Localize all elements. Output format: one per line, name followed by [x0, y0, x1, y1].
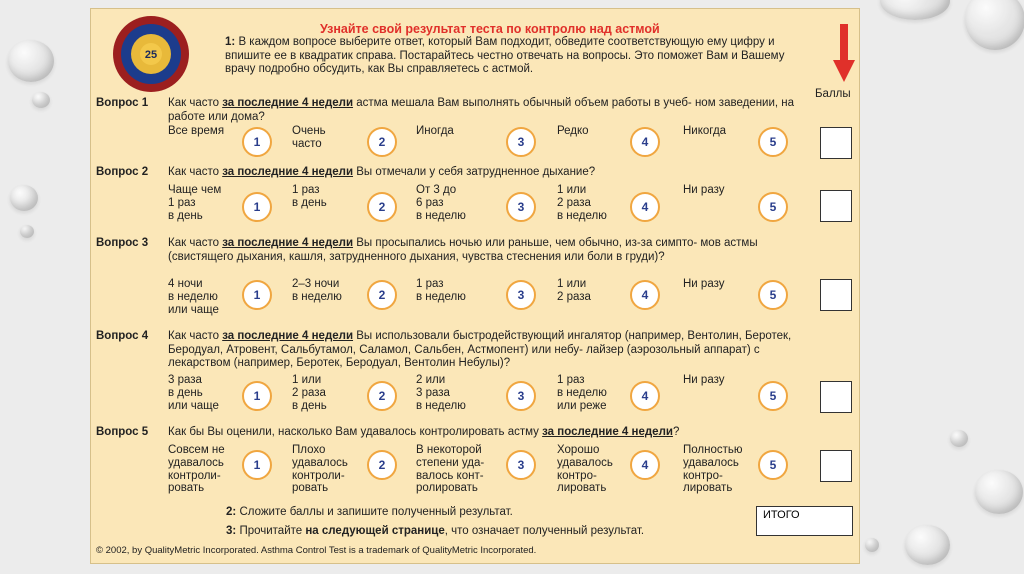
answer-score-circle[interactable]: 1 [242, 280, 272, 310]
answer-score-circle[interactable]: 4 [630, 280, 660, 310]
step2-number: 2: [226, 506, 237, 518]
background-droplet [905, 525, 950, 565]
answer-score-circle[interactable]: 4 [630, 192, 660, 222]
question-text-pre: Как часто [168, 237, 223, 249]
step2-text: Сложите баллы и запишите полученный результат. [239, 506, 513, 518]
answer-score-circle[interactable]: 2 [367, 381, 397, 411]
question-label: Вопрос 2 [96, 166, 149, 178]
answer-option-text: Никогда [683, 125, 727, 137]
answer-score-circle[interactable]: 3 [506, 192, 536, 222]
background-droplet [8, 40, 54, 82]
scores-column-label: Баллы [815, 88, 851, 100]
answer-option-text: 1 или 2 раза в неделю [557, 184, 607, 222]
answer-option-text: 1 или 2 раза [557, 278, 591, 303]
score-input-box[interactable] [820, 279, 852, 311]
question-text-underlined: за последние 4 недели [222, 237, 354, 249]
target-logo [112, 15, 190, 93]
step3-instructions [226, 525, 644, 537]
step1-instructions [225, 36, 815, 77]
answer-score-circle[interactable]: 5 [758, 381, 788, 411]
total-score-box[interactable] [756, 506, 853, 536]
question-text-underlined: за последние 4 недели [222, 330, 354, 342]
answer-score-circle[interactable]: 5 [758, 450, 788, 480]
question-text-underlined: за последние 4 недели [542, 426, 673, 438]
answer-score-circle[interactable]: 3 [506, 381, 536, 411]
answer-option-text: 1 или 2 раза в день [292, 374, 327, 412]
step3-text-bold: на следующей странице [305, 525, 445, 537]
background-droplet [965, 0, 1024, 50]
answer-option-text: Иногда [416, 125, 454, 137]
question-text-pre: Как часто [168, 330, 223, 342]
question-text-post: астма мешала Вам выполнять обычный объем работы в учеб- ном заведении, на работе или дома? [168, 97, 795, 123]
answer-score-circle[interactable]: 2 [367, 127, 397, 157]
question-text-post: Вы просыпались ночью или раньше, чем обычно, из-за симпто- мов астмы (свистящего дыхания, кашля, затрудненного дыхания, чувства стеснения или боли в груди)? [168, 237, 758, 263]
background-droplet [880, 0, 950, 20]
answer-option-text: Полностью удавалось контро- лировать [683, 444, 743, 495]
background-droplet [32, 92, 50, 108]
question-label: Вопрос 4 [96, 330, 149, 342]
background-droplet [10, 185, 38, 211]
step3-text-pre: Прочитайте [239, 525, 306, 537]
answer-option-text: 4 ночи в неделю или чаще [168, 278, 219, 316]
question-label: Вопрос 1 [96, 97, 149, 109]
answer-score-circle[interactable]: 3 [506, 280, 536, 310]
answer-score-circle[interactable]: 5 [758, 127, 788, 157]
answer-score-circle[interactable]: 1 [242, 127, 272, 157]
answer-score-circle[interactable]: 3 [506, 450, 536, 480]
answer-option-text: Плохо удавалось контроли- ровать [292, 444, 348, 495]
answer-score-circle[interactable]: 2 [367, 280, 397, 310]
answer-score-circle[interactable]: 3 [506, 127, 536, 157]
score-input-box[interactable] [820, 381, 852, 413]
question-text [168, 330, 800, 371]
answer-option-text: 1 раз в неделю или реже [557, 374, 607, 412]
question-text-pre: Как бы Вы оценили, насколько Вам удавалось контролировать астму [168, 426, 543, 438]
arrow-down-icon [833, 24, 855, 84]
answer-score-circle[interactable]: 1 [242, 450, 272, 480]
answer-option-text: Ни разу [683, 374, 725, 386]
question-text-underlined: за последние 4 недели [222, 97, 354, 109]
answer-option-text: В некоторой степени уда- валось конт- ролировать [416, 444, 485, 495]
step2-instructions [226, 506, 513, 518]
answer-score-circle[interactable]: 5 [758, 192, 788, 222]
question-text [168, 237, 800, 264]
score-input-box[interactable] [820, 190, 852, 222]
copyright: © 2002, by QualityMetric Incorporated. Asthma Control Test is a trademark of QualityMetric Incorporated. [96, 545, 537, 556]
background-droplet [950, 430, 968, 447]
answer-option-text: От 3 до 6 раз в неделю [416, 184, 466, 222]
question-text-underlined: за последние 4 недели [222, 166, 354, 178]
step1-text: В каждом вопросе выберите ответ, который Вам подходит, обведите соответствующую ему цифру и впишите ее в квадратик справа. Постарайтесь честно отвечать на вопросы. Это поможет Вам и Вашему врачу подробно обсудить, как Вы справляетесь с астмой. [225, 36, 785, 76]
answer-score-circle[interactable]: 4 [630, 450, 660, 480]
step3-number: 3: [226, 525, 237, 537]
question-text-post: ? [672, 426, 680, 438]
answer-score-circle[interactable]: 4 [630, 127, 660, 157]
background-droplet [975, 470, 1023, 514]
answer-option-text: 2–3 ночи в неделю [292, 278, 342, 303]
answer-score-circle[interactable]: 2 [367, 192, 397, 222]
answer-option-text: Редко [557, 125, 589, 137]
total-label: ИТОГО [763, 509, 800, 521]
answer-score-circle[interactable]: 4 [630, 381, 660, 411]
question-text [168, 166, 800, 180]
answer-option-text: 1 раз в день [292, 184, 327, 209]
answer-option-text: 2 или 3 раза в неделю [416, 374, 466, 412]
question-text-pre: Как часто [168, 97, 223, 109]
score-input-box[interactable] [820, 127, 852, 159]
answer-option-text: 3 раза в день или чаще [168, 374, 219, 412]
answer-option-text: Ни разу [683, 278, 725, 290]
background-droplet [20, 225, 34, 238]
question-text-pre: Как часто [168, 166, 223, 178]
answer-option-text: Очень часто [292, 125, 326, 150]
answer-score-circle[interactable]: 1 [242, 192, 272, 222]
answer-option-text: 1 раз в неделю [416, 278, 466, 303]
answer-score-circle[interactable]: 1 [242, 381, 272, 411]
question-text [168, 426, 800, 440]
question-label: Вопрос 3 [96, 237, 149, 249]
page-title: Узнайте свой результат теста по контролю над астмой [320, 22, 660, 36]
question-label: Вопрос 5 [96, 426, 149, 438]
question-text-post: Вы использовали быстродействующий ингалятор (например, Вентолин, Беротек, Беродуал, Атровент, Сальбутамол, Саламол, Сальбен, Астмопент) или небу- лайзер (аэрозольный аппарат) с лекарством (например, Беротек, Беродуал, Вентолин Небулы)? [168, 330, 792, 370]
question-text-post: Вы отмечали у себя затрудненное дыхание? [353, 166, 596, 178]
answer-score-circle[interactable]: 5 [758, 280, 788, 310]
score-input-box[interactable] [820, 450, 852, 482]
answer-option-text: Совсем не удавалось контроли- ровать [168, 444, 225, 495]
answer-option-text: Хорошо удавалось контро- лировать [557, 444, 613, 495]
answer-option-text: Чаще чем 1 раз в день [168, 184, 222, 222]
step3-text-post: , что означает полученный результат. [444, 525, 645, 537]
answer-score-circle[interactable]: 2 [367, 450, 397, 480]
target-number: 25 [144, 49, 158, 61]
step1-number: 1: [225, 36, 236, 48]
answer-option-text: Все время [168, 125, 225, 137]
question-text [168, 97, 800, 124]
answer-option-text: Ни разу [683, 184, 725, 196]
background-droplet [865, 538, 879, 552]
